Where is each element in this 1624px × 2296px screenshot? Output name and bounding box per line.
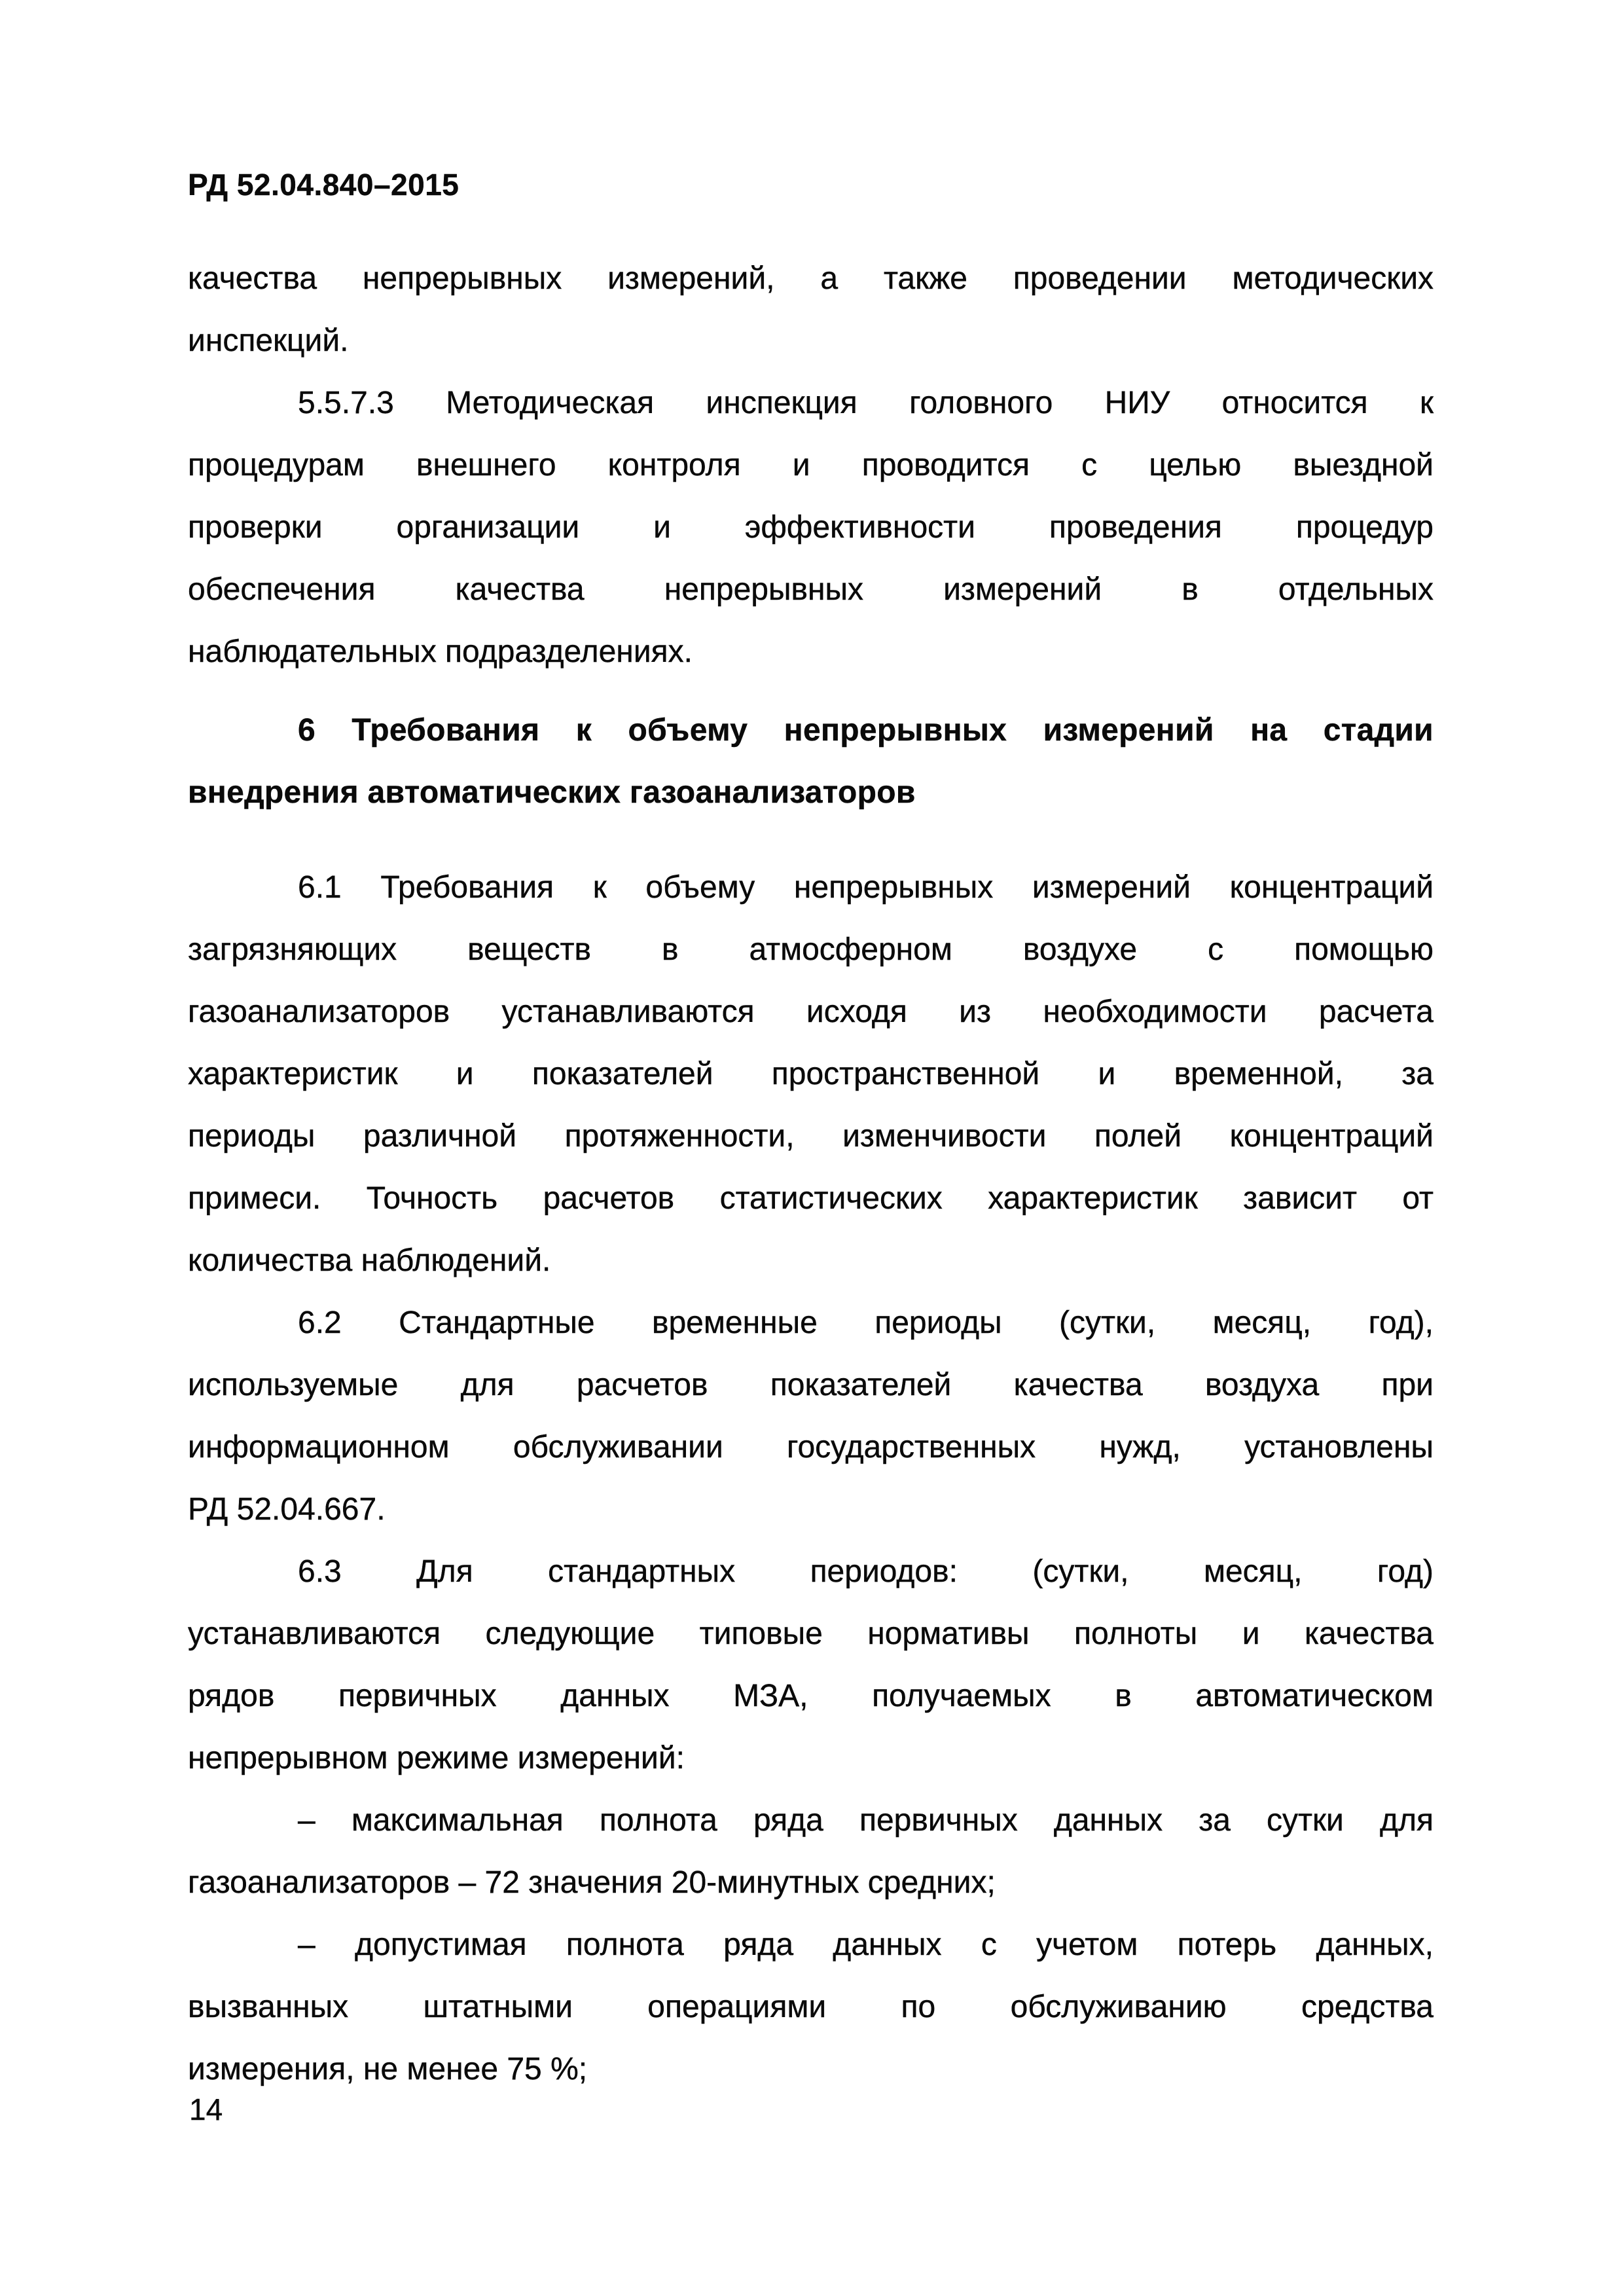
document-body	[188, 247, 1434, 2100]
section-6-heading: 6 Требования к объему непрерывных измерений на стадии внедрения автоматических газоанализаторов	[188, 713, 1434, 810]
document-code-header: РД 52.04.840–2015	[188, 168, 460, 202]
page-number: 14	[189, 2092, 223, 2126]
paragraph-intro-continuation: качества непрерывных измерений, а также проведении методических инспекций.	[188, 261, 1434, 358]
paragraph-6-3: 6.3 Для стандартных периодов: (сутки, месяц, год) устанавливаются следующие типовые нормативы полноты и качества рядов первичных данных МЗА, получаемых в автоматическом непрерывном режиме измерений:	[188, 1554, 1434, 1776]
paragraph-5-5-7-3: 5.5.7.3 Методическая инспекция головного НИУ относится к процедурам внешнего контроля и проводится с целью выездной проверки организации и эффективности проведения процедур обеспечения качества непрерывных измерений в отдельных наблюдательных подразделениях.	[188, 386, 1434, 669]
list-item-allowed-completeness: – допустимая полнота ряда данных с учетом потерь данных, вызванных штатными операциями по обслуживанию средства измерения, не менее 75 %;	[188, 1927, 1434, 2086]
paragraph-6-2: 6.2 Стандартные временные периоды (сутки, месяц, год), используемые для расчетов показателей качества воздуха при информационном обслуживании государственных нужд, установлены РД 52.04.667.	[188, 1305, 1434, 1527]
list-item-max-completeness: – максимальная полнота ряда первичных данных за сутки для газоанализаторов – 72 значения 20-минутных средних;	[188, 1803, 1434, 1900]
paragraph-6-1: 6.1 Требования к объему непрерывных измерений концентраций загрязняющих веществ в атмосферном воздухе с помощью газоанализаторов устанавливаются исходя из необходимости расчета характеристик и показателей пространственной и временной, за периоды различной протяженности, изменчивости полей концентраций примеси. Точность расчетов статистических характеристик зависит от количества наблюдений.	[188, 870, 1434, 1278]
